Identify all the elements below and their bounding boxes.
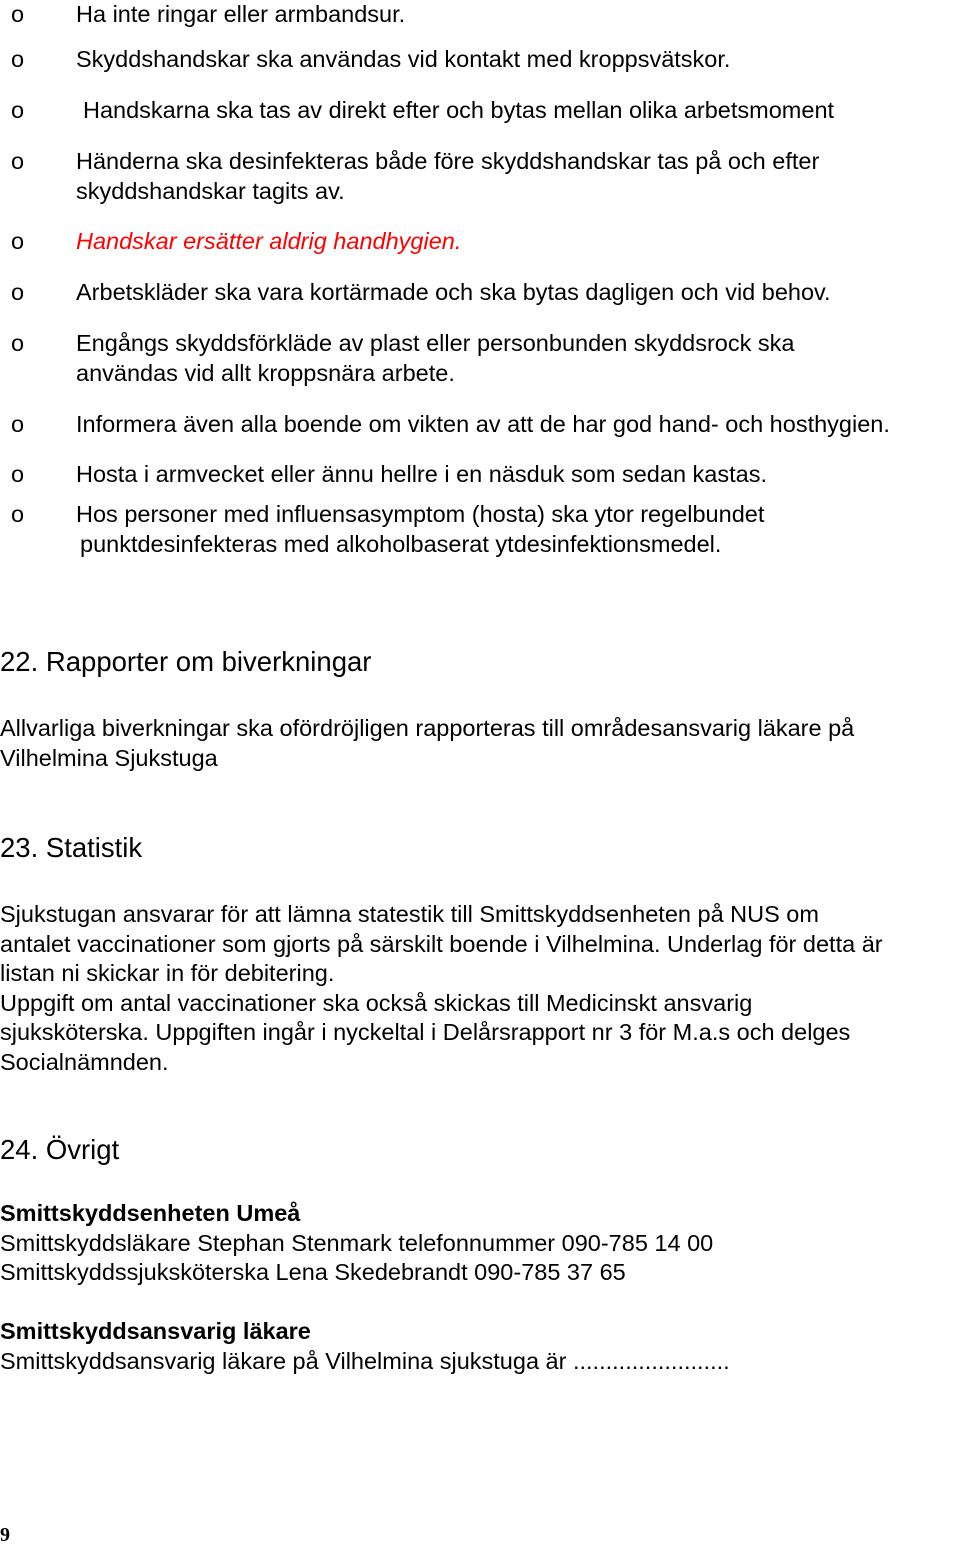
bullet-marker: o <box>11 461 25 487</box>
contact-line: Smittskyddsansvarig läkare på Vilhelmina sjukstuga är ........................ <box>0 1347 730 1374</box>
bullet-marker: o <box>11 279 25 305</box>
contact-block-lakare <box>0 1317 960 1376</box>
contact-line: Smittskyddssjuksköterska Lena Skedebrandt 090-785 37 65 <box>0 1259 626 1285</box>
bullet-text: Handskarna ska tas av direkt efter och bytas mellan olika arbetsmoment <box>83 97 835 123</box>
bullet-text: Informera även alla boende om vikten av att de har god hand- och hosthygien. <box>76 411 890 437</box>
bullet-marker: o <box>11 46 25 72</box>
bullet-text: skyddshandskar tagits av. <box>76 177 345 204</box>
contact-block-title: Smittskyddsenheten Umeå <box>0 1200 301 1226</box>
paragraph-line: antalet vaccinationer som gjorts på särskilt boende i Vilhelmina. Underlag för detta är <box>0 930 883 957</box>
bullet-text: Arbetskläder ska vara kortärmade och ska bytas dagligen och vid behov. <box>76 279 831 305</box>
bullet-marker: o <box>11 1 25 27</box>
bullet-text: Hos personer med influensasymptom (hosta) ska ytor regelbundet <box>76 501 765 527</box>
bullet-marker: o <box>11 148 25 174</box>
contact-line: Smittskyddsläkare Stephan Stenmark telefonnummer 090-785 14 00 <box>0 1229 714 1256</box>
bullet-text: punktdesinfekteras med alkoholbaserat ytdesinfektionsmedel. <box>80 530 722 557</box>
bullet-text: Hosta i armvecket eller ännu hellre i en näsduk som sedan kastas. <box>76 461 767 487</box>
bullet-marker: o <box>11 97 25 123</box>
bullet-text: Skyddshandskar ska användas vid kontakt med kroppsvätskor. <box>76 46 731 72</box>
page-number: 9 <box>0 1524 10 1546</box>
bullet-marker: o <box>11 501 25 527</box>
bullet-marker: o <box>11 228 25 254</box>
paragraph-line: Uppgift om antal vaccinationer ska också skickas till Medicinskt ansvarig <box>0 989 753 1016</box>
bullet-marker: o <box>11 330 25 356</box>
contact-block-umea <box>0 1199 960 1288</box>
paragraph-line: Vilhelmina Sjukstuga <box>0 744 218 771</box>
bullet-text-highlight: Handskar ersätter aldrig handhygien. <box>76 228 462 254</box>
bullet-text: användas vid allt kroppsnära arbete. <box>76 359 455 386</box>
paragraph-line: listan ni skickar in för debitering. <box>0 960 335 986</box>
contact-block-title: Smittskyddsansvarig läkare <box>0 1318 311 1344</box>
paragraph-line: Allvarliga biverkningar ska ofördröjligen rapporteras till områdesansvarig läkare på <box>0 715 855 741</box>
paragraph-line: Socialnämnden. <box>0 1048 169 1075</box>
bullet-marker: o <box>11 411 25 437</box>
paragraph-line: sjuksköterska. Uppgiften ingår i nyckeltal i Delårsrapport nr 3 för M.a.s och delges <box>0 1019 851 1045</box>
bullet-text: Händerna ska desinfekteras både före skyddshandskar tas på och efter <box>76 148 820 174</box>
section-heading: 22. Rapporter om biverkningar <box>0 646 372 677</box>
bullet-text: Engångs skyddsförkläde av plast eller personbunden skyddsrock ska <box>76 330 795 356</box>
bullet-text: Ha inte ringar eller armbandsur. <box>76 1 406 27</box>
paragraph-line: Sjukstugan ansvarar för att lämna statestik till Smittskyddsenheten på NUS om <box>0 901 819 927</box>
section-heading: 23. Statistik <box>0 832 143 863</box>
section-heading: 24. Övrigt <box>0 1134 120 1165</box>
